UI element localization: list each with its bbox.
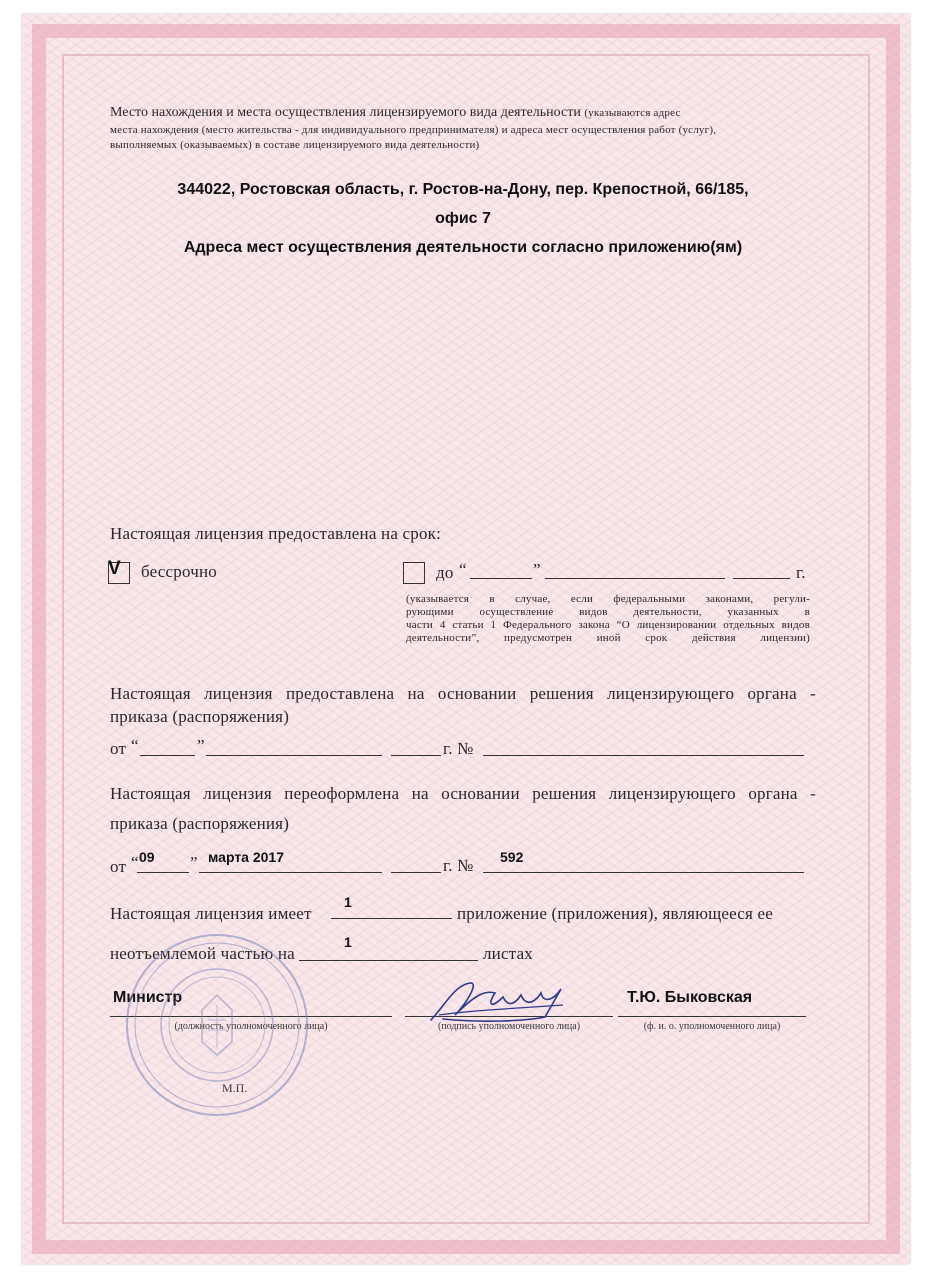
- appendix-sheets: 1: [344, 934, 352, 950]
- reissue-quote-close: ”: [190, 853, 198, 872]
- basis-quote-close: ”: [197, 736, 205, 755]
- until-checkbox[interactable]: [403, 562, 425, 584]
- reissue-from: от: [110, 857, 127, 876]
- reissue-number-line: [483, 872, 804, 873]
- stamp-place-label: М.П.: [222, 1081, 248, 1095]
- reissue-line-2: приказа (распоряжения): [110, 814, 290, 833]
- basis-number-line: [483, 755, 804, 756]
- appendix-count: 1: [344, 894, 352, 910]
- reissue-year-number: г. №: [443, 856, 474, 875]
- location-label-note-2: места нахождения (место жительства - для индивидуального предпринимателя) и адреса мест осуществления работ (услуг),: [110, 124, 717, 136]
- until-month-line: [545, 578, 725, 579]
- until-label: до: [436, 563, 454, 582]
- signature-caption: (подпись уполномоченного лица): [437, 1021, 581, 1032]
- until-quote-close: ”: [533, 560, 541, 579]
- basis-year-number: г. №: [443, 739, 474, 758]
- basis-from: от: [110, 739, 127, 758]
- appendix-sheets-line: [299, 960, 478, 961]
- name-line: [618, 1016, 806, 1017]
- reissue-quote-open: “: [131, 853, 139, 872]
- location-label-note-3: выполняемых (оказываемых) в составе лицензируемого вида деятельности): [110, 139, 480, 151]
- term-note-1: (указывается в случае, если федеральными законами, регули-: [406, 593, 810, 605]
- term-note-4: деятельности”, предусмотрен иной срок действия лицензии): [406, 632, 810, 644]
- term-note-3: части 4 статьи 1 Федерального закона “О лицензировании отдельных видов: [406, 619, 810, 631]
- location-label-note-1: (указываются адрес: [584, 107, 681, 119]
- appendix-count-line: [331, 918, 452, 919]
- term-note-2: рующими осуществление видов деятельности, указанных в: [406, 606, 810, 618]
- check-mark-icon: V: [108, 558, 121, 579]
- signer-position: Министр: [113, 989, 183, 1006]
- until-year-suffix: г.: [796, 563, 806, 582]
- basis-day-line: [140, 755, 195, 756]
- basis-year-line: [391, 755, 441, 756]
- reissue-line-1: Настоящая лицензия переоформлена на основании решения лицензирующего органа -: [110, 784, 816, 803]
- reissue-day-line: [137, 872, 189, 873]
- position-caption: (должность уполномоченного лица): [174, 1021, 328, 1032]
- reissue-month-year: марта 2017: [208, 849, 285, 865]
- appendix-line-1-end: приложение (приложения), являющееся ее: [457, 904, 774, 923]
- signer-name: Т.Ю. Быковская: [627, 989, 753, 1006]
- appendix-line-2-end: листах: [483, 944, 534, 963]
- reissue-day: 09: [139, 849, 155, 865]
- until-quote-open: “: [459, 560, 467, 579]
- address-line-3: Адреса мест осуществления деятельности согласно приложению(ям): [183, 239, 743, 256]
- term-label: Настоящая лицензия предоставлена на срок:: [110, 524, 442, 543]
- name-caption: (ф. и. о. уполномоченного лица): [643, 1021, 781, 1032]
- address-line-1: 344022, Ростовская область, г. Ростов-на-Дону, пер. Крепостной, 66/185,: [177, 181, 749, 198]
- handwritten-signature: [425, 975, 575, 1030]
- appendix-line-1-start: Настоящая лицензия имеет: [110, 904, 312, 923]
- until-year-line: [733, 578, 790, 579]
- basis-quote-open: “: [131, 736, 139, 755]
- address-line-2: офис 7: [435, 210, 491, 227]
- reissue-year-line: [391, 872, 441, 873]
- basis-line-1: Настоящая лицензия предоставлена на основании решения лицензирующего органа -: [110, 684, 816, 703]
- official-stamp-icon: [122, 930, 312, 1120]
- indefinite-label: бессрочно: [141, 562, 217, 581]
- basis-line-2: приказа (распоряжения): [110, 707, 290, 726]
- basis-month-line: [206, 755, 382, 756]
- reissue-month-line: [199, 872, 382, 873]
- until-day-line: [470, 578, 532, 579]
- location-label: [110, 104, 816, 121]
- appendix-line-2-start: неотъемлемой частью на: [110, 944, 295, 963]
- location-label-main: Место нахождения и места осуществления лицензируемого вида деятельности: [110, 105, 581, 120]
- reissue-order-number: 592: [500, 849, 524, 865]
